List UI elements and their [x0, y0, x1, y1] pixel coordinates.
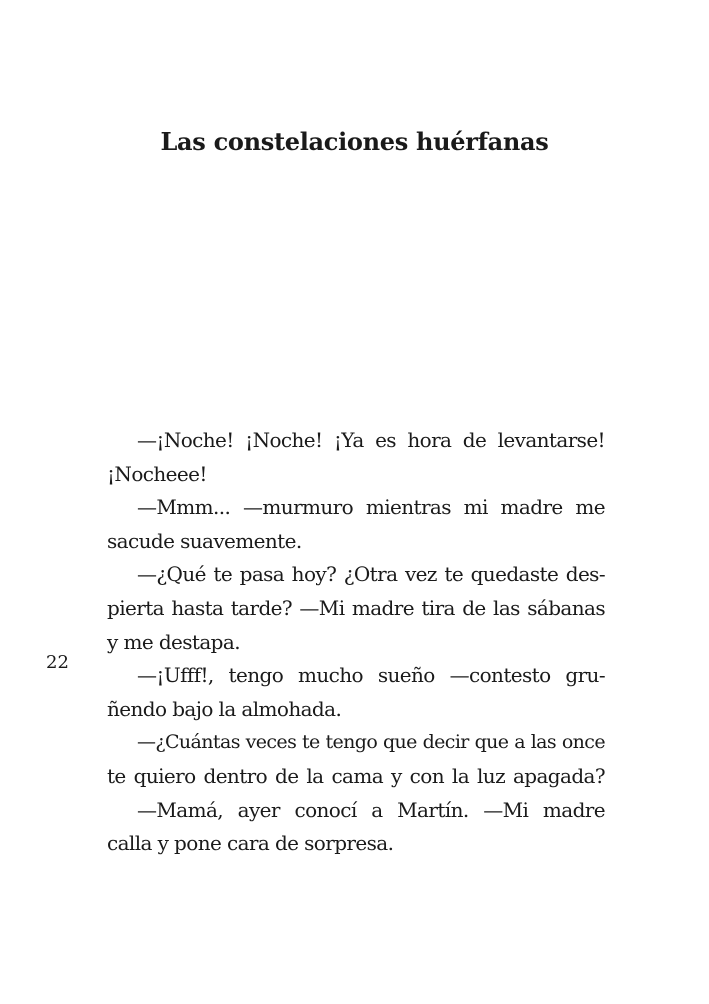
text-line: —¿Qué te pasa hoy? ¿Otra vez te quedaste des- — [137, 562, 605, 587]
text-line: ñendo bajo la almohada. — [107, 696, 342, 721]
text-line: —¡Noche! ¡Noche! ¡Ya es hora de levantarse! — [137, 428, 605, 452]
text-line: calla y pone cara de sorpresa. — [107, 831, 394, 856]
text-line: ¡Nocheee! — [107, 461, 207, 486]
text-line: —¡Ufff!, tengo mucho sueño —contesto gru- — [137, 663, 605, 688]
page-number: 22 — [46, 652, 69, 673]
text-line: y me destapa. — [107, 629, 240, 654]
text-line: —¿Cuántas veces te tengo que decir que a las once — [137, 731, 605, 754]
text-line: pierta hasta tarde? —Mi madre tira de las sábanas — [107, 595, 605, 620]
text-line: te quiero dentro de la cama y con la luz apagada? — [107, 763, 605, 788]
text-line: —Mamá, ayer conocí a Martín. —Mi madre — [137, 797, 605, 822]
body-text — [107, 424, 605, 861]
chapter-title: Las constelaciones huérfanas — [160, 127, 549, 156]
text-line: sacude suavemente. — [107, 528, 302, 553]
text-line: —Mmm... —murmuro mientras mi madre me — [137, 495, 605, 520]
